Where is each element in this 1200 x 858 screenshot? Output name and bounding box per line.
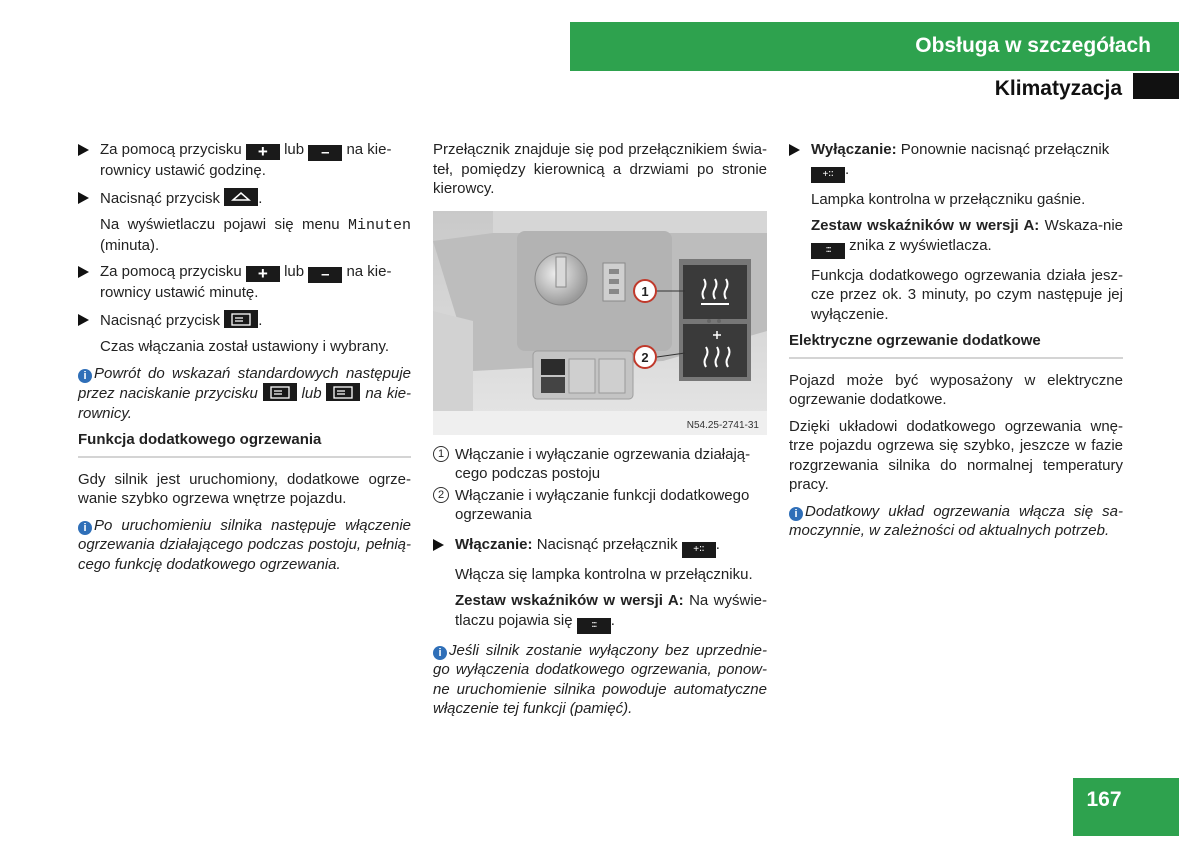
paragraph: Zestaw wskaźników w wersji A: Wskaza-nie ∶∶∶ znika z wyświetlacza.	[789, 216, 1123, 259]
info-icon: i	[78, 521, 92, 535]
list-item: 1 Włączanie i wyłączanie ogrzewania działają-cego podczas postoju	[433, 445, 767, 484]
info-note: i Po uruchomieniu silnika następuje włączenie ogrzewania działającego podczas postoju, pełnią-cego funkcję dodatkowego ogrzewania.	[78, 516, 411, 573]
reset-button-icon	[224, 310, 258, 328]
callout-1: 1	[641, 283, 649, 299]
section-title: Obsługa w szczegółach	[915, 34, 1151, 57]
info-note: i Jeśli silnik zostanie wyłączony bez uprzednie-go wyłączenia dodatkowego ogrzewania, ponow-ne uruchomienie silnika powoduje automatyczne włączenie tej funkcji (pamięć).	[433, 641, 767, 717]
photo-code: N54.25-2741-31	[686, 419, 759, 431]
number-2-icon: 2	[433, 487, 449, 503]
bullet-arrow-icon	[78, 314, 89, 326]
minus-button-icon	[308, 145, 342, 161]
info-icon: i	[433, 646, 447, 660]
plus-button-icon	[246, 266, 280, 282]
info-note: i Dodatkowy układ ogrzewania włącza się sa-moczynnie, w zależności od aktualnych potrzeb.	[789, 502, 1123, 539]
bullet-arrow-icon	[78, 266, 89, 278]
column-1	[78, 140, 411, 581]
column-3	[789, 140, 1123, 548]
info-note: i Powrót do wskazań standardowych następuje przez naciskanie przycisku lub na kie-rownicy.	[78, 364, 412, 422]
number-1-icon: 1	[433, 446, 449, 462]
paragraph: Dzięki układowi dodatkowego ogrzewania wnę-trze pojazdu ogrzewa się szybko, jeszcze w fazie rozgrzewania silnika do normalnej temperatury pracy.	[789, 417, 1123, 493]
bullet-arrow-icon	[433, 539, 444, 551]
aux-heater-icon	[682, 542, 716, 558]
minus-button-icon	[308, 267, 342, 283]
reset-button-icon	[326, 383, 360, 401]
bullet-arrow-icon	[789, 144, 800, 156]
paragraph: Przełącznik znajduje się pod przełącznikiem świa-teł, pomiędzy kierownicą a drzwiami po stronie kierowcy.	[433, 141, 767, 197]
reset-button-icon	[263, 383, 297, 401]
plus-button-icon	[246, 144, 280, 160]
heater-icon	[811, 243, 845, 259]
paragraph: Na wyświetlaczu pojawi się menu Minuten (minuta).	[100, 216, 412, 254]
step-press-reset: Nacisnąć przycisk .	[78, 310, 411, 331]
list-item: 2 Włączanie i wyłączanie funkcji dodatkowego ogrzewania	[433, 486, 767, 525]
aux-heater-icon	[811, 167, 845, 183]
heater-icon	[577, 618, 611, 634]
info-icon: i	[789, 507, 803, 521]
step-switch-off: Wyłączanie: Ponownie nacisnąć przełącznik +∶∶.	[789, 140, 1123, 183]
step-switch-on: Włączanie: Nacisnąć przełącznik +∶∶ .	[433, 535, 767, 558]
info-icon: i	[78, 369, 92, 383]
paragraph: Zestaw wskaźników w wersji A: Na wyświe-tlaczu pojawia się ∶∶∶ .	[433, 591, 767, 634]
header-bar	[570, 22, 1179, 71]
section-heading: Elektryczne ogrzewanie dodatkowe	[789, 331, 1123, 359]
step-press-home: Nacisnąć przycisk .	[78, 188, 411, 209]
paragraph: Funkcja dodatkowego ogrzewania działa jesz-cze przez ok. 3 minuty, po czym następuje jej wyłączenie.	[811, 266, 1123, 323]
bullet-arrow-icon	[78, 144, 89, 156]
step-set-hour: Za pomocą przycisku + lub – na kie-rownicy ustawić godzinę.	[78, 140, 411, 181]
page-number: 167	[1086, 788, 1122, 811]
subsection-title: Klimatyzacja	[994, 77, 1122, 100]
page-number-box	[1073, 778, 1179, 836]
paragraph: Lampka kontrolna w przełączniku gaśnie.	[811, 190, 1086, 208]
step-set-minute: Za pomocą przycisku + lub – na kie-rownicy ustawić minutę.	[78, 262, 411, 303]
column-2	[433, 140, 767, 726]
paragraph: Włącza się lampka kontrolna w przełączniku.	[455, 565, 753, 583]
section-heading: Funkcja dodatkowego ogrzewania	[78, 430, 411, 458]
paragraph: Gdy silnik jest uruchomiony, dodatkowe ogrze-wanie szybko ogrzewa wnętrze pojazdu.	[78, 470, 411, 507]
subsection-marker	[1133, 73, 1179, 99]
paragraph: Czas włączania został ustawiony i wybrany.	[100, 338, 390, 355]
callout-2: 2	[641, 349, 649, 365]
bullet-arrow-icon	[78, 192, 89, 204]
paragraph: Pojazd może być wyposażony w elektryczne ogrzewanie dodatkowe.	[789, 371, 1123, 408]
home-button-icon	[224, 188, 258, 206]
switch-panel-photo	[433, 211, 767, 435]
